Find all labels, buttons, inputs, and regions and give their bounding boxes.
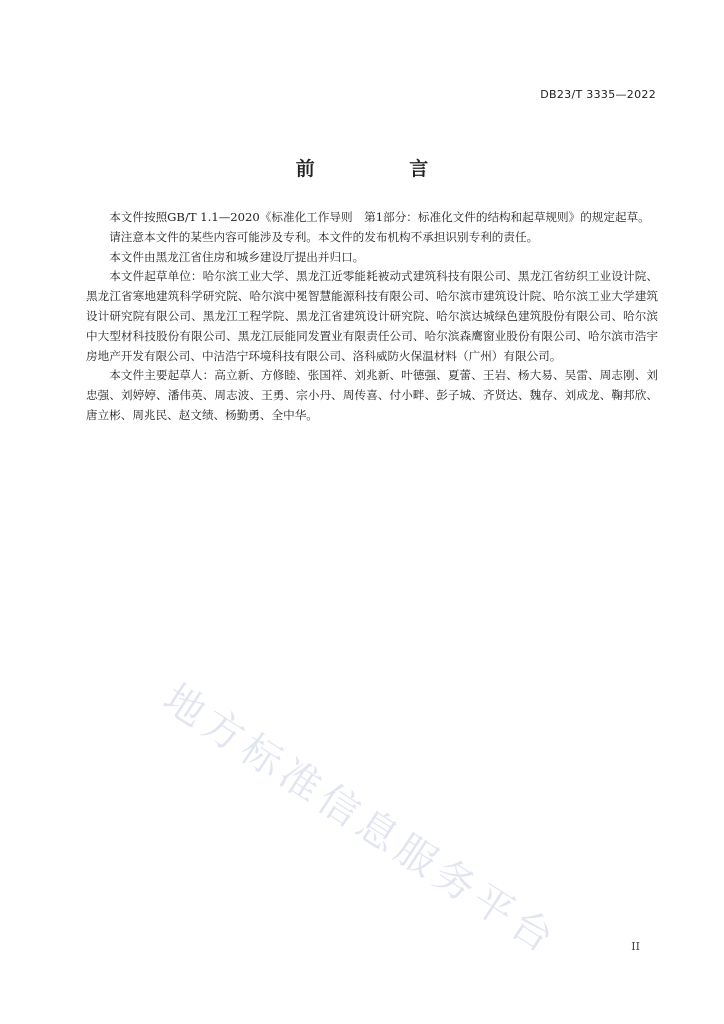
document-body	[86, 208, 658, 426]
paragraph-drafters: 本文件主要起草人：高立新、方修睦、张国祥、刘兆新、叶德强、夏蕾、王岩、杨大易、吴雷、周志刚、刘忠强、刘婷婷、潘伟英、周志波、王勇、宗小丹、周传喜、付小畔、彭子城、齐贤达、魏存、刘成龙、鞠邦欣、唐立彬、周兆民、赵文绩、杨勤勇、全中华。	[86, 368, 658, 422]
page-title: 前 言	[295, 158, 473, 180]
page-number: II	[631, 940, 640, 953]
paragraph-patent-notice: 请注意本文件的某些内容可能涉及专利。本文件的发布机构不承担识别专利的责任。	[109, 229, 539, 244]
watermark: 地方标准信息服务平台	[155, 675, 566, 965]
paragraph-drafting-rules: 本文件按照GB/T 1.1—2020《标准化工作导则 第1部分：标准化文件的结构和起草规则》的规定起草。	[109, 210, 650, 224]
paragraph-drafting-units: 本文件起草单位：哈尔滨工业大学、黑龙江近零能耗被动式建筑科技有限公司、黑龙江省纺织工业设计院、黑龙江省寒地建筑科学研究院、哈尔滨中冕智慧能源科技有限公司、哈尔滨市建筑设计院、哈尔滨工业大学建筑设计研究院有限公司、黑龙江工程学院、黑龙江省建筑设计研究院、哈尔滨达城绿色建筑股份有限公司、哈尔滨中大型材科技股份有限公司、黑龙江辰能同发置业有限责任公司、哈尔滨森鹰窗业股份有限公司、哈尔滨市浩宇房地产开发有限公司、中洁浩宁环境科技有限公司、洛科威防火保温材料（广州）有限公司。	[86, 269, 658, 363]
document-code: DB23/T 3335—2022	[540, 88, 656, 101]
paragraph-proposer: 本文件由黑龙江省住房和城乡建设厅提出并归口。	[109, 249, 365, 264]
